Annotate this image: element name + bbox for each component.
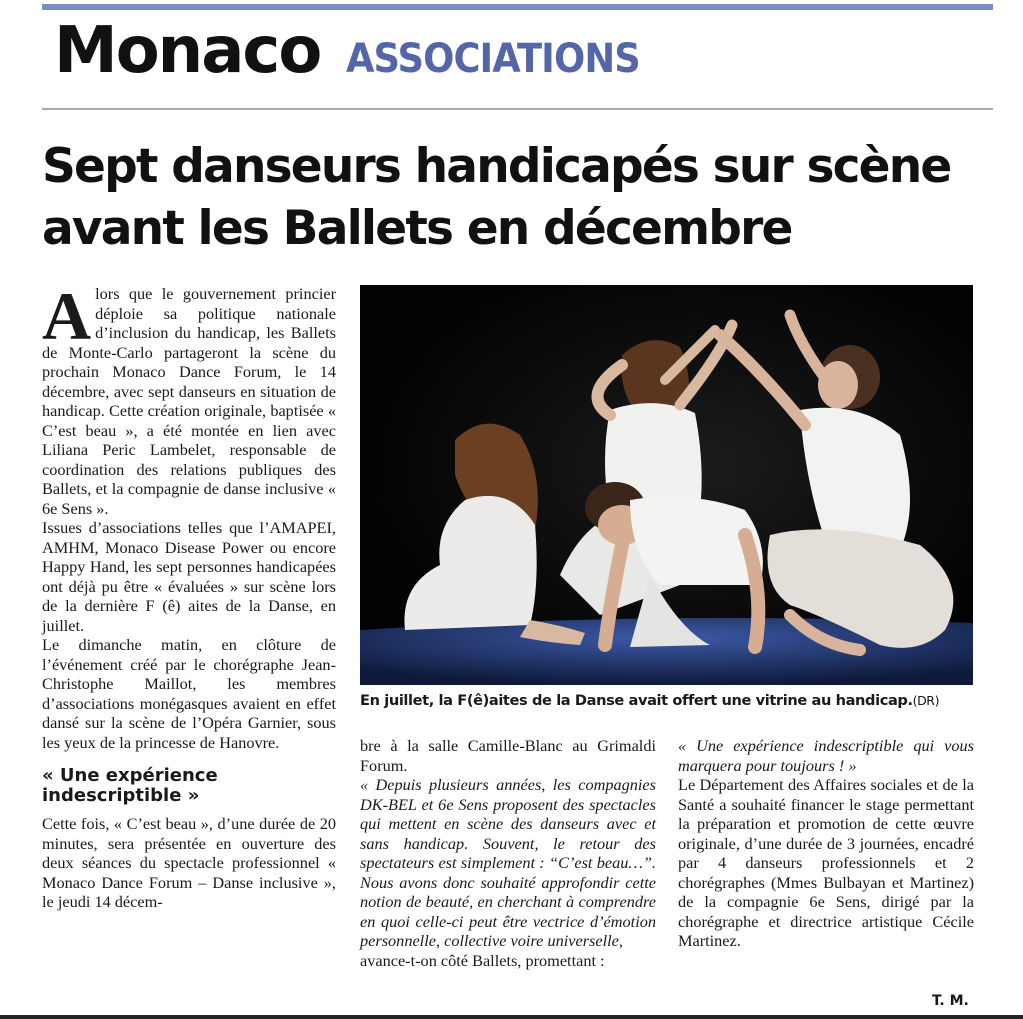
column-3-quote: « Une expérience indescriptible qui vous marquera pour toujours ! » xyxy=(678,736,974,775)
dancers-illustration xyxy=(360,285,973,685)
photo-credit: (DR) xyxy=(912,693,940,708)
top-rule xyxy=(42,4,993,10)
caption-text: En juillet, la F(ê)aites de la Danse avait offert une vitrine au handicap. xyxy=(360,692,913,709)
column-2-quote: « Depuis plusieurs années, les compagnies DK-BEL et 6e Sens proposent des spectacles qui mettent en scène des danseurs avec et sans handicap. Souvent, le retour des spectateurs est simplement : “C’est beau…”. Nous avons donc souhaité approfondir cette notion de beauté, en cherchant à comprendre en quoi celle-ci peut être vectrice d’émotion personnelle, collective voire universelle, xyxy=(360,775,656,950)
author-signature: T. M. xyxy=(932,993,969,1009)
rubric-section: ASSOCIATIONS xyxy=(346,36,641,82)
column-2-paragraph: bre à la salle Camille-Blanc au Grimaldi Forum. xyxy=(360,736,656,775)
photo-caption xyxy=(360,692,980,709)
article-column-2 xyxy=(360,736,656,970)
article-headline xyxy=(42,136,1002,260)
subheading: « Une expérience indescriptible » xyxy=(42,765,218,806)
paragraph-3: Le dimanche matin, en clôture de l’événement créé par le chorégraphe Jean-Christophe Maillot, les membres d’associations monégasques avaient en effet dansé sur la scène de l’Opéra Garnier, sous les yeux de la princesse de Hanovre. xyxy=(42,635,336,752)
headline-line-2: avant les Ballets en décembre xyxy=(42,201,792,256)
article-column-3 xyxy=(678,736,974,951)
bottom-rule xyxy=(0,1015,1023,1019)
paragraph-2: Issues d’associations telles que l’AMAPEI, AMHM, Monaco Disease Power ou encore Happy Hand, les sept personnes handicapées ont déjà pu être « évaluées » sur scène lors de la dernière F (ê) aites de la Danse, en juillet. xyxy=(42,518,336,635)
dance-photo xyxy=(360,285,973,685)
lead-paragraph xyxy=(42,278,336,518)
column-2-tail: avance-t-on côté Ballets, promettant : xyxy=(360,950,605,970)
paragraph-4: Cette fois, « C’est beau », d’une durée de 20 minutes, sera présentée en ouverture des deux séances du spectacle professionnel « Monaco Dance Forum – Danse inclusive », le jeudi 14 décem- xyxy=(42,814,336,911)
column-3-paragraph: Le Département des Affaires sociales et de la Santé a souhaité financer le stage permettant la préparation et promotion de cette œuvre originale, d’une durée de 3 journées, encadré par 4 danseurs professionnels et 2 chorégraphes (Mmes Bulbayan et Martinez) de la compagnie 6e Sens, dirigé par la chorégraphe et directrice artistique Cécile Martinez. xyxy=(678,775,974,950)
headline-line-1: Sept danseurs handicapés sur scène xyxy=(42,139,951,194)
rubric-header xyxy=(54,14,666,100)
lead-text: lors que le gouvernement princier déploie sa politique nationale d’inclusion du handicap, les Ballets de Monte-Carlo partageront la scène du prochain Monaco Dance Forum, le 14 décembre, avec sept danseurs en situation de handicap. Cette création originale, baptisée « C’est beau », a été montée en lien avec Liliana Peric Lambelet, responsable de coordination des relations publiques des Ballets, et la compagnie de danse inclusive « 6e Sens ». xyxy=(42,284,336,518)
rubric-rule xyxy=(42,108,993,110)
article-column-1 xyxy=(42,278,336,912)
dropcap: A xyxy=(42,278,92,354)
rubric-city: Monaco xyxy=(54,14,321,88)
